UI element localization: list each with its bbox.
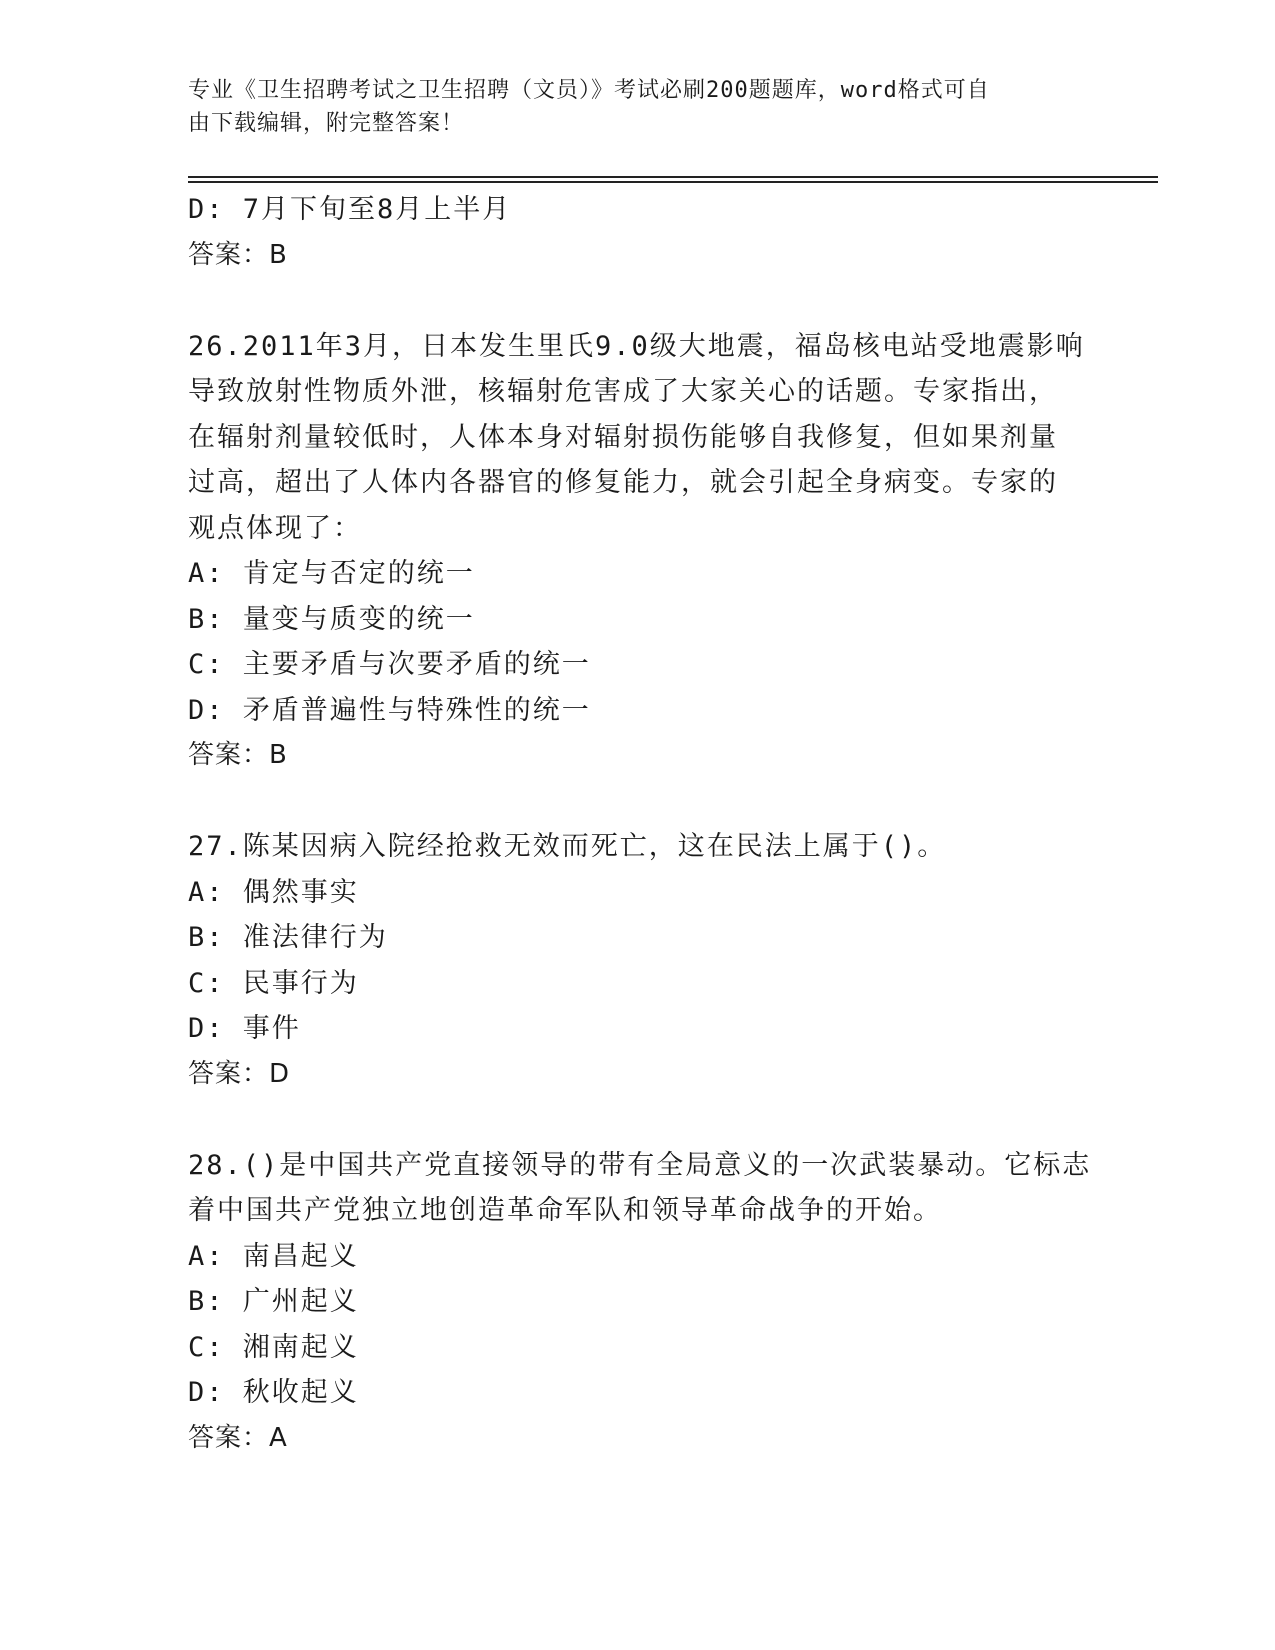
question-text-line: 过高，超出了人体内各器官的修复能力，就会引起全身病变。专家的 <box>188 467 1058 498</box>
answer: 答案：A <box>188 1422 288 1453</box>
prev-question-option-d: D: 7月下旬至8月上半月 <box>188 194 512 225</box>
option-a: A: 肯定与否定的统一 <box>188 558 475 589</box>
option-a: A: 南昌起义 <box>188 1240 359 1272</box>
option-b: B: 量变与质变的统一 <box>188 603 475 635</box>
answer: 答案：B <box>188 740 288 770</box>
header-line-2: 由下载编辑，附完整答案！ <box>188 111 465 136</box>
option-c: C: 主要矛盾与次要矛盾的统一 <box>188 649 591 680</box>
question-28 <box>188 1143 1092 1462</box>
header-divider-bottom <box>188 181 1158 183</box>
question-text-line: 观点体现了： <box>188 512 362 544</box>
option-b: B: 广州起义 <box>188 1286 359 1317</box>
question-text-line: 26.2011年3月，日本发生里氏9.0级大地震，福岛核电站受地震影响 <box>188 330 1085 362</box>
document-body <box>188 187 1092 1461</box>
option-c: C: 湘南起义 <box>188 1331 359 1363</box>
question-26 <box>188 324 1088 779</box>
answer: 答案：D <box>188 1058 291 1089</box>
option-d: D: 事件 <box>188 1013 301 1044</box>
option-d: D: 矛盾普遍性与特殊性的统一 <box>188 694 591 726</box>
question-text-line: 在辐射剂量较低时，人体本身对辐射损伤能够自我修复，但如果剂量 <box>188 421 1058 453</box>
option-d: D: 秋收起义 <box>188 1377 359 1408</box>
spacer <box>188 1097 1088 1143</box>
question-text-line: 28.()是中国共产党直接领导的带有全局意义的一次武装暴动。它标志 <box>188 1149 1092 1181</box>
question-text-line: 27.陈某因病入院经抢救无效而死亡，这在民法上属于()。 <box>188 831 947 862</box>
option-c: C: 民事行为 <box>188 967 359 999</box>
option-a: A: 偶然事实 <box>188 876 359 908</box>
question-text-line: 导致放射性物质外泄，核辐射危害成了大家关心的话题。专家指出， <box>188 376 1058 407</box>
page-header <box>188 74 1068 140</box>
question-27 <box>188 824 1088 1097</box>
header-line-1: 专业《卫生招聘考试之卫生招聘（文员）》考试必刷200题题库，word格式可自 <box>188 78 990 103</box>
spacer <box>188 278 1088 324</box>
question-text-line: 着中国共产党独立地创造革命军队和领导革命战争的开始。 <box>188 1195 942 1226</box>
option-b: B: 准法律行为 <box>188 922 388 953</box>
header-divider-top <box>188 176 1158 178</box>
spacer <box>188 779 1088 825</box>
prev-question-answer: 答案：B <box>188 239 288 270</box>
